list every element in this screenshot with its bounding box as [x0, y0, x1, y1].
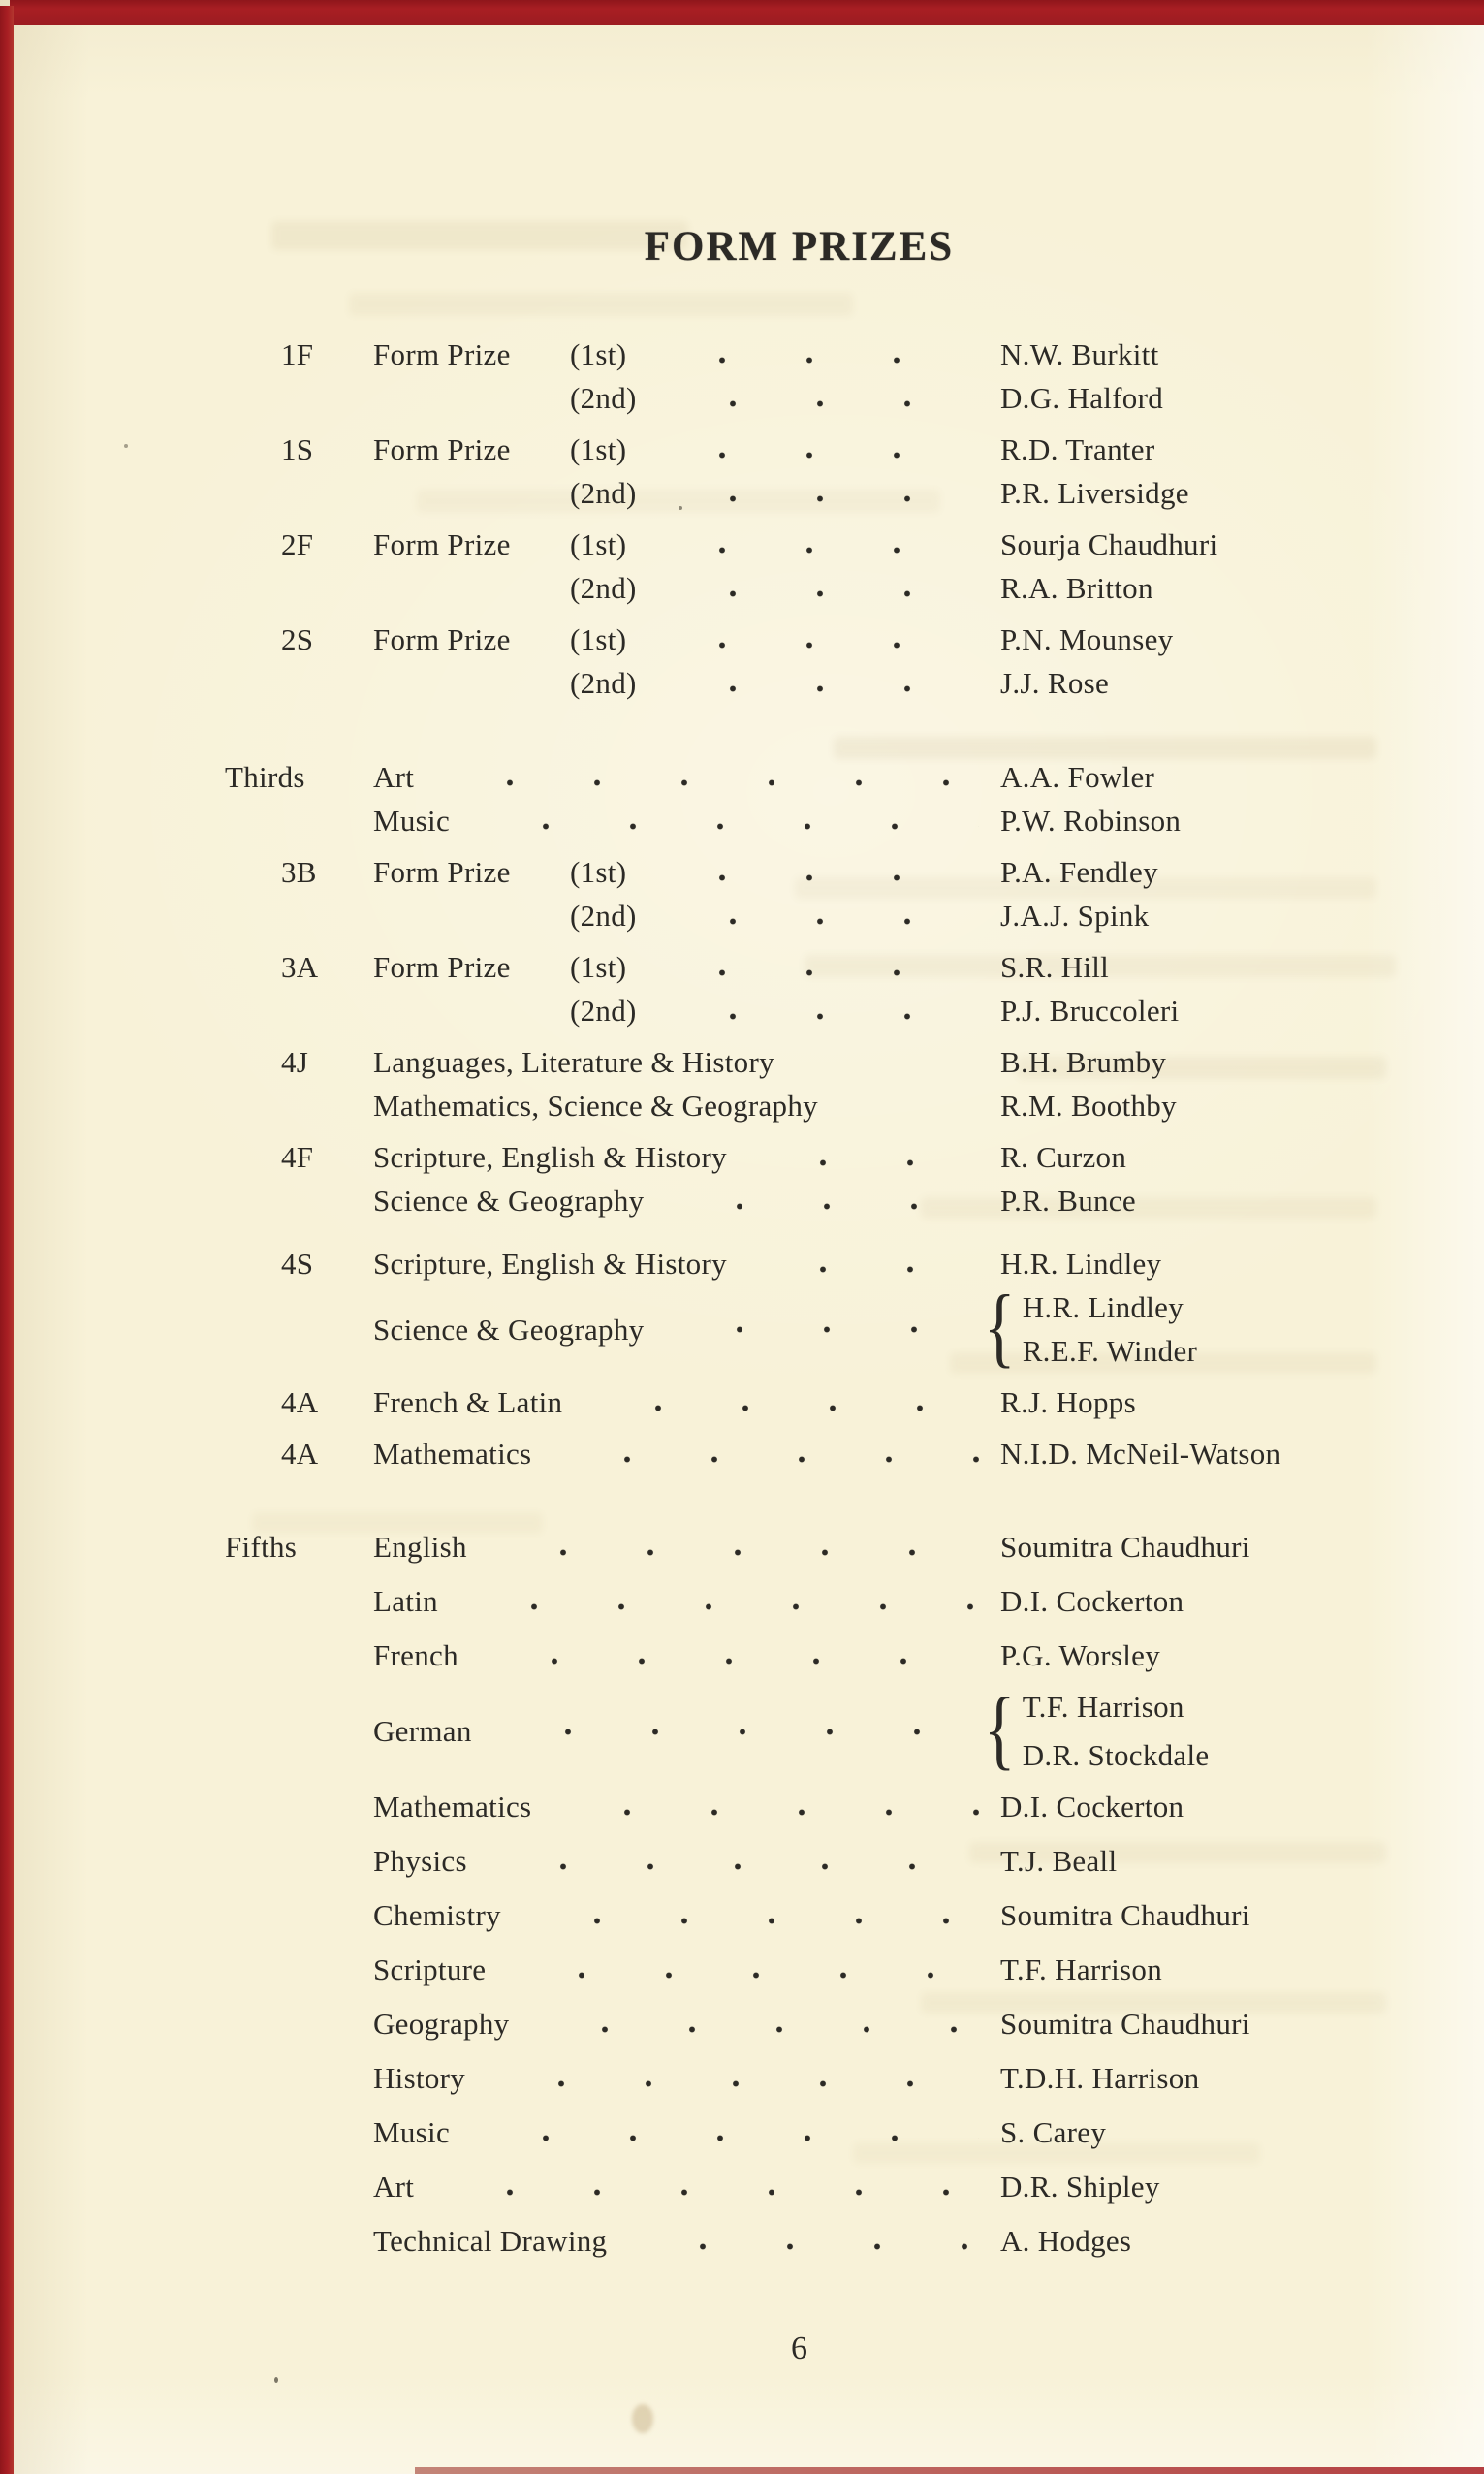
winner-cell: [1000, 755, 1373, 799]
leader-dots: [545, 1455, 979, 1464]
winner-name: T.F. Harrison: [1000, 1952, 1163, 1986]
subject-cell: [373, 1135, 1000, 1179]
subject-label: Music: [373, 804, 450, 838]
subject-label: Form Prize: [373, 432, 511, 466]
subject-label: Form Prize: [373, 855, 511, 889]
leader-dots: [620, 2242, 979, 2251]
subject-cell: [373, 523, 1000, 566]
winner-cell: [1000, 945, 1373, 989]
prize-row: [225, 1278, 1373, 1377]
prize-row: [225, 2214, 1373, 2268]
winner-name: N.I.D. McNeil-Watson: [1000, 1437, 1281, 1471]
subject-cell: [373, 755, 1000, 799]
prize-row: [225, 755, 1373, 799]
leader-dots: [499, 1971, 979, 1980]
prize-row: [225, 1574, 1373, 1629]
form-label: 4F: [281, 1140, 314, 1174]
leader-dots: [640, 873, 979, 882]
winner-name: D.I. Cockerton: [1000, 1790, 1184, 1824]
winner-name: Sourja Chaudhuri: [1000, 527, 1218, 561]
subject-label: Form Prize: [373, 337, 511, 371]
winner-cell: [1000, 2160, 1373, 2214]
winner-cell: [1000, 428, 1373, 471]
winner-cell: [1000, 376, 1373, 420]
winner-name: S.R. Hill: [1000, 950, 1110, 984]
subject-label: Art: [373, 2170, 415, 2204]
subject-label: French: [373, 1638, 458, 1672]
subject-cell: [373, 1380, 1000, 1424]
form-label: Thirds: [225, 760, 305, 794]
winner-name: D.I. Cockerton: [1000, 1584, 1184, 1618]
winner-cell: [1000, 1135, 1373, 1179]
prize-row: [225, 1380, 1373, 1424]
prize-rank: (1st): [570, 855, 627, 889]
winner-cell: [1000, 1040, 1373, 1084]
leader-dots: [650, 684, 979, 693]
subject-label: Science & Geography: [373, 1184, 645, 1218]
subject-cell: [373, 894, 1000, 937]
subject-cell: [373, 1432, 1000, 1475]
winner-cell: [1000, 618, 1373, 661]
subject-cell: [373, 618, 1000, 661]
leader-dots: [650, 1012, 979, 1021]
prize-rank: (2nd): [570, 571, 637, 605]
subject-label: Form Prize: [373, 527, 511, 561]
prize-rank: (2nd): [570, 476, 637, 510]
leader-dots: [650, 589, 979, 598]
winner-name: P.W. Robinson: [1000, 804, 1182, 838]
winner-name: B.H. Brumby: [1000, 1045, 1167, 1079]
leader-dots: [545, 1808, 979, 1817]
prize-rank: (1st): [570, 527, 627, 561]
leader-dots: [481, 1862, 979, 1871]
subject-label: French & Latin: [373, 1385, 563, 1419]
winner-cell: [1000, 566, 1373, 610]
winner-name: P.A. Fendley: [1000, 855, 1158, 889]
subject-label: Form Prize: [373, 950, 511, 984]
subject-label: Chemistry: [373, 1898, 501, 1932]
form-label: 3A: [281, 950, 319, 984]
paper-stain: [124, 444, 128, 448]
leader-dots: [650, 917, 979, 926]
winner-cell: [1000, 1888, 1373, 1943]
winner-name: R.M. Boothby: [1000, 1089, 1177, 1123]
prize-row: [225, 1629, 1373, 1683]
page-number: 6: [791, 2331, 807, 2366]
subject-cell: [373, 1179, 1000, 1222]
winner-name: Soumitra Chaudhuri: [1000, 2007, 1250, 2041]
prize-row: [225, 799, 1373, 842]
subject-label: Music: [373, 2115, 450, 2149]
prize-row: [225, 2160, 1373, 2214]
prize-row: [225, 566, 1373, 610]
prize-rank: (1st): [570, 950, 627, 984]
subject-label: Mathematics: [373, 1437, 532, 1471]
winner-name: H.R. Lindley: [1000, 1247, 1162, 1281]
leader-dots: [650, 399, 979, 408]
winner-name: Soumitra Chaudhuri: [1000, 1898, 1250, 1932]
prize-row: [225, 1997, 1373, 2051]
leader-dots: [479, 2079, 979, 2088]
book-cover-edge-bottom: [415, 2467, 1484, 2474]
winner-cell: [1000, 1380, 1373, 1424]
subject-cell: [373, 1629, 1000, 1683]
leader-dots: [640, 968, 979, 977]
subject-label: Scripture: [373, 1952, 487, 1986]
winner-cell: [1000, 1780, 1373, 1834]
winner-name: S. Carey: [1000, 2115, 1107, 2149]
winner-cell: [1000, 471, 1373, 515]
prize-row: [225, 2051, 1373, 2106]
winner-name: Soumitra Chaudhuri: [1000, 1530, 1250, 1564]
prize-row: [225, 945, 1373, 989]
leader-dots: [640, 641, 979, 650]
winner-cell: [1000, 1520, 1373, 1574]
prize-row: [225, 1179, 1373, 1222]
subject-cell: [373, 1888, 1000, 1943]
paper-stain: [632, 2404, 653, 2433]
prize-row: [225, 523, 1373, 566]
winner-name-group: [1023, 1683, 1210, 1780]
winner-cell: [1000, 1834, 1373, 1888]
form-label: Fifths: [225, 1530, 298, 1564]
winner-cell: [1000, 799, 1373, 842]
winner-name: R. Curzon: [1000, 1140, 1127, 1174]
subject-label: Science & Geography: [373, 1312, 645, 1347]
prize-row: [225, 661, 1373, 705]
prize-row: [225, 989, 1373, 1032]
subject-cell: [373, 1943, 1000, 1997]
winner-name: T.J. Beall: [1000, 1844, 1118, 1878]
prize-row: [225, 1520, 1373, 1574]
leader-dots: [650, 494, 979, 503]
leader-dots: [657, 1325, 979, 1334]
winner-name: R.A. Britton: [1000, 571, 1153, 605]
leader-dots: [640, 356, 979, 365]
form-label: 2F: [281, 527, 314, 561]
subject-label: Languages, Literature & History: [373, 1045, 774, 1079]
leader-dots: [463, 822, 979, 831]
leader-dots: [452, 1602, 979, 1611]
winner-name: P.J. Bruccoleri: [1000, 994, 1180, 1028]
leader-dots: [472, 1657, 979, 1665]
prize-row: [225, 894, 1373, 937]
winner-name: D.G. Halford: [1000, 381, 1164, 415]
subject-cell: [373, 1242, 1000, 1285]
subject-cell: [373, 850, 1000, 894]
book-cover-edge-top: [10, 0, 1484, 25]
paper-stain: [274, 2377, 278, 2383]
prize-row: [225, 2106, 1373, 2160]
leader-dots: [576, 1404, 979, 1412]
subject-label: Art: [373, 760, 415, 794]
subject-cell: [373, 1834, 1000, 1888]
winner-cell: [1000, 1432, 1373, 1475]
winner-name: T.F. Harrison: [1022, 1690, 1184, 1724]
form-label: 4A: [281, 1385, 319, 1419]
winner-cell: [1000, 850, 1373, 894]
winner-cell: [1000, 1629, 1373, 1683]
prize-section: [225, 1520, 1373, 2268]
leader-dots: [427, 2188, 979, 2197]
prize-row: [225, 1242, 1373, 1285]
prize-row: [225, 1040, 1373, 1084]
subject-label: Mathematics: [373, 1790, 532, 1824]
subject-label: Physics: [373, 1844, 467, 1878]
leader-dots: [657, 1202, 979, 1211]
prize-list: [225, 333, 1373, 2268]
form-label: 4J: [281, 1045, 309, 1079]
subject-cell: [373, 1084, 1000, 1127]
winner-name: A. Hodges: [1000, 2224, 1132, 2258]
subject-cell: [373, 2214, 1000, 2268]
winner-cell: [1000, 894, 1373, 937]
subject-label: Geography: [373, 2007, 510, 2041]
subject-label: Scripture, English & History: [373, 1247, 727, 1281]
prize-row: [225, 1943, 1373, 1997]
winner-cell: [1000, 1997, 1373, 2051]
prize-rank: (2nd): [570, 994, 637, 1028]
leader-dots: [640, 546, 979, 555]
leader-dots: [463, 2134, 979, 2142]
form-label: 4S: [281, 1247, 314, 1281]
subject-cell: [373, 2051, 1000, 2106]
form-label: 2S: [281, 622, 314, 656]
winner-cell: [1000, 1943, 1373, 1997]
prize-row: [225, 333, 1373, 376]
subject-cell: [373, 376, 1000, 420]
winner-name: D.R. Stockdale: [1022, 1738, 1210, 1772]
prize-rank: (2nd): [570, 666, 637, 700]
prize-row: [225, 1432, 1373, 1475]
subject-cell: [373, 1704, 1000, 1759]
leader-dots: [741, 1158, 979, 1167]
subject-cell: [373, 1574, 1000, 1629]
leader-dots: [522, 2025, 979, 2034]
leader-dots: [515, 1917, 979, 1925]
prize-row: [225, 1888, 1373, 1943]
form-label: 1F: [281, 337, 314, 371]
prize-row: [225, 471, 1373, 515]
subject-label: History: [373, 2061, 466, 2095]
subject-cell: [373, 471, 1000, 515]
prize-rank: (2nd): [570, 381, 637, 415]
leader-dots: [427, 778, 979, 787]
subject-cell: [373, 2160, 1000, 2214]
winner-cell: [1000, 2051, 1373, 2106]
page-title: FORM PRIZES: [644, 224, 955, 270]
winner-name: P.R. Liversidge: [1000, 476, 1189, 510]
prize-section: [225, 333, 1373, 705]
winner-cell: [1000, 1179, 1373, 1222]
winner-cell: [1000, 989, 1373, 1032]
winner-name: T.D.H. Harrison: [1000, 2061, 1200, 2095]
subject-cell: [373, 945, 1000, 989]
winner-name-group: [1023, 1285, 1197, 1373]
form-label: 3B: [281, 855, 317, 889]
winner-name: P.G. Worsley: [1000, 1638, 1161, 1672]
subject-cell: [373, 1520, 1000, 1574]
subject-cell: [373, 1308, 1000, 1351]
prize-rank: (1st): [570, 622, 627, 656]
prize-row: [225, 850, 1373, 894]
subject-cell: [373, 428, 1000, 471]
leader-dots: [481, 1548, 979, 1557]
subject-cell: [373, 1997, 1000, 2051]
prize-rank: (1st): [570, 432, 627, 466]
winner-name: J.J. Rose: [1000, 666, 1110, 700]
subject-cell: [373, 1040, 1000, 1084]
subject-label: Form Prize: [373, 622, 511, 656]
winner-name: R.D. Tranter: [1000, 432, 1155, 466]
subject-cell: [373, 333, 1000, 376]
winner-cell: [1000, 1084, 1373, 1127]
prize-row: [225, 1780, 1373, 1834]
form-label: 1S: [281, 432, 314, 466]
leader-dots: [640, 451, 979, 460]
prize-row: [225, 1084, 1373, 1127]
leader-dots: [486, 1728, 979, 1736]
winner-name: P.N. Mounsey: [1000, 622, 1174, 656]
winner-cell: { H.R. Lindley R.E.F. Winder: [983, 1278, 1198, 1377]
subject-label: Mathematics, Science & Geography: [373, 1089, 818, 1123]
winner-cell: [1000, 333, 1373, 376]
subject-label: English: [373, 1530, 467, 1564]
winner-cell: [1000, 2106, 1373, 2160]
prize-section: [225, 755, 1373, 1475]
subject-label: Scripture, English & History: [373, 1140, 727, 1174]
prize-row: [225, 376, 1373, 420]
prize-row: [225, 428, 1373, 471]
winner-name: D.R. Shipley: [1000, 2170, 1160, 2204]
subject-label: Technical Drawing: [373, 2224, 608, 2258]
winner-cell: [1000, 1574, 1373, 1629]
subject-label: German: [373, 1714, 472, 1748]
form-label: 4A: [281, 1437, 319, 1471]
winner-cell: [1000, 2214, 1373, 2268]
subject-cell: [373, 1780, 1000, 1834]
leader-dots: [741, 1265, 979, 1274]
subject-cell: [373, 799, 1000, 842]
subject-cell: [373, 661, 1000, 705]
subject-cell: [373, 566, 1000, 610]
prize-rank: (1st): [570, 337, 627, 371]
winner-name: J.A.J. Spink: [1000, 899, 1150, 933]
prize-rank: (2nd): [570, 899, 637, 933]
winner-name: N.W. Burkitt: [1000, 337, 1159, 371]
winner-name: P.R. Bunce: [1000, 1184, 1136, 1218]
winner-name: R.J. Hopps: [1000, 1385, 1136, 1419]
winner-cell: [1000, 1242, 1373, 1285]
winner-cell: { T.F. Harrison D.R. Stockdale: [983, 1680, 1210, 1779]
winner-name: R.E.F. Winder: [1022, 1334, 1198, 1368]
prize-row: [225, 1135, 1373, 1179]
winner-name: A.A. Fowler: [1000, 760, 1155, 794]
page-content: [225, 0, 1373, 2367]
prize-row: [225, 1680, 1373, 1780]
subject-cell: [373, 2106, 1000, 2160]
book-cover-edge-left: [0, 6, 14, 2474]
winner-cell: [1000, 661, 1373, 705]
winner-cell: [1000, 523, 1373, 566]
winner-name: H.R. Lindley: [1022, 1290, 1184, 1324]
prize-row: [225, 1834, 1373, 1888]
subject-cell: [373, 989, 1000, 1032]
prize-row: [225, 618, 1373, 661]
subject-label: Latin: [373, 1584, 438, 1618]
